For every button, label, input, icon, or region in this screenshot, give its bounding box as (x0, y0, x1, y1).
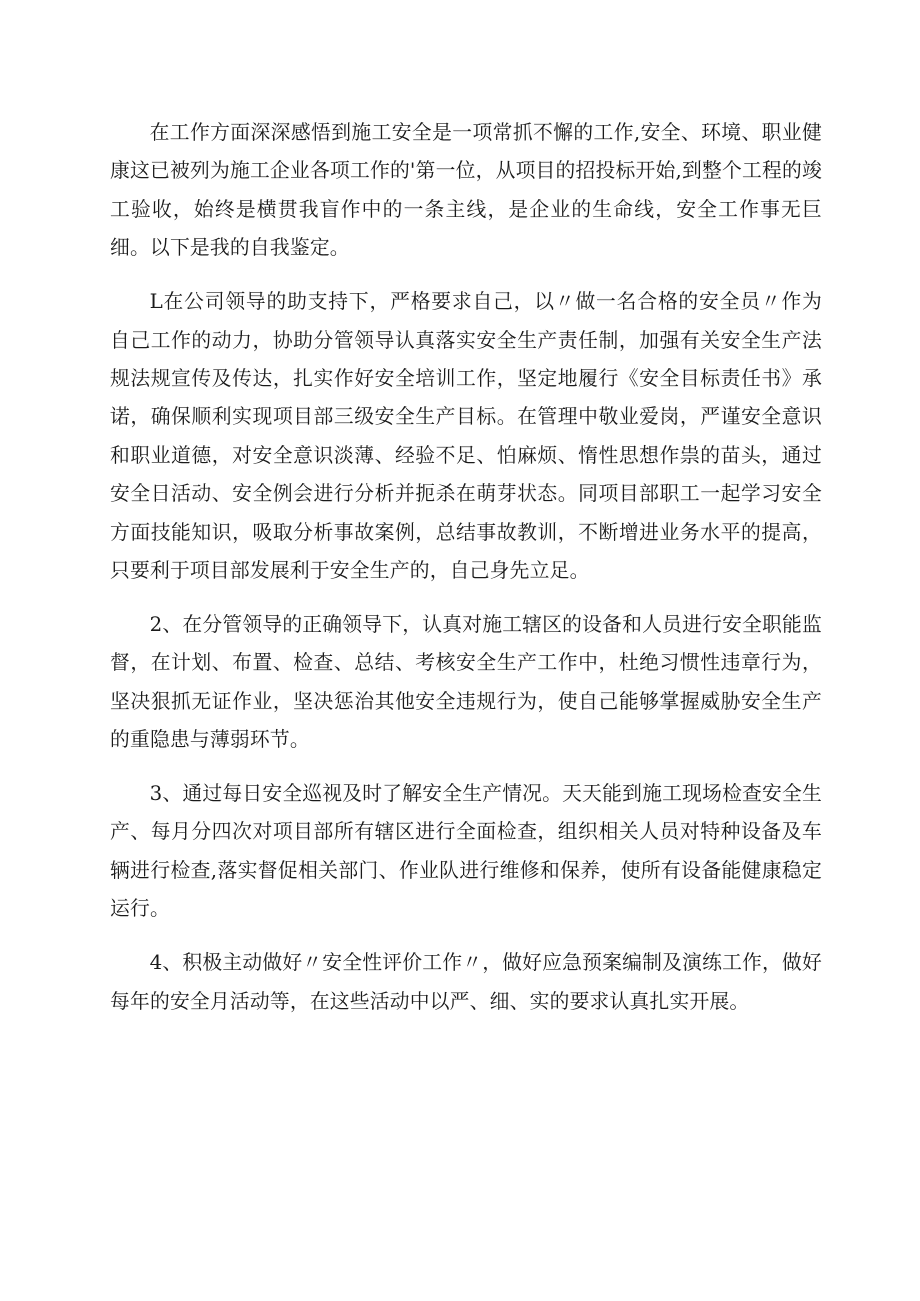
paragraph-item-2: 2、在分管领导的正确领导下，认真对施工辖区的设备和人员进行安全职能监督，在计划、布置、检查、总结、考核安全生产工作中，杜绝习惯性违章行为，坚决狠抓无证作业，坚决惩治其他安全违规行为，使自己能够掌握威胁安全生产的重隐患与薄弱环节。 (110, 612, 822, 752)
document-body (110, 114, 822, 1021)
paragraph-item-1: L在公司领导的助支持下，严格要求自己，以〃做一名合格的安全员〃作为自己工作的动力，协助分管领导认真落实安全生产责任制，加强有关安全生产法规法规宣传及传达，扎实作好安全培训工作，坚定地履行《安全目标责任书》承诺，确保顺利实现项目部三级安全生产目标。在管理中敬业爱岗，严谨安全意识和职业道德，对安全意识淡薄、经验不足、怕麻烦、惰性思想作祟的苗头，通过安全日活动、安全例会进行分析并扼杀在萌芽状态。同项目部职工一起学习安全方面技能知识，吸取分析事故案例，总结事故教训，不断增进业务水平的提高，只要利于项目部发展利于安全生产的，自己身先立足。 (110, 290, 822, 582)
paragraph-item-3: 3、通过每日安全巡视及时了解安全生产情况。天天能到施工现场检查安全生产、每月分四次对项目部所有辖区进行全面检查，组织相关人员对特种设备及车辆进行检查,落实督促相关部门、作业队进行维修和保养，使所有设备能健康稳定运行。 (110, 782, 822, 921)
paragraph-intro: 在工作方面深深感悟到施工安全是一项常抓不懈的工作,安全、环境、职业健康这已被列为施工企业各项工作的'第一位，从项目的招投标开始,到整个工程的竣工验收，始终是横贯我盲作中的一条主线，是企业的生命线，安全工作事无巨细。以下是我的自我鉴定。 (110, 121, 822, 260)
paragraph-item-4: 4、积极主动做好〃安全性评价工作〃，做好应急预案编制及演练工作，做好每年的安全月活动等，在这些活动中以严、细、实的要求认真扎实开展。 (110, 951, 822, 1013)
